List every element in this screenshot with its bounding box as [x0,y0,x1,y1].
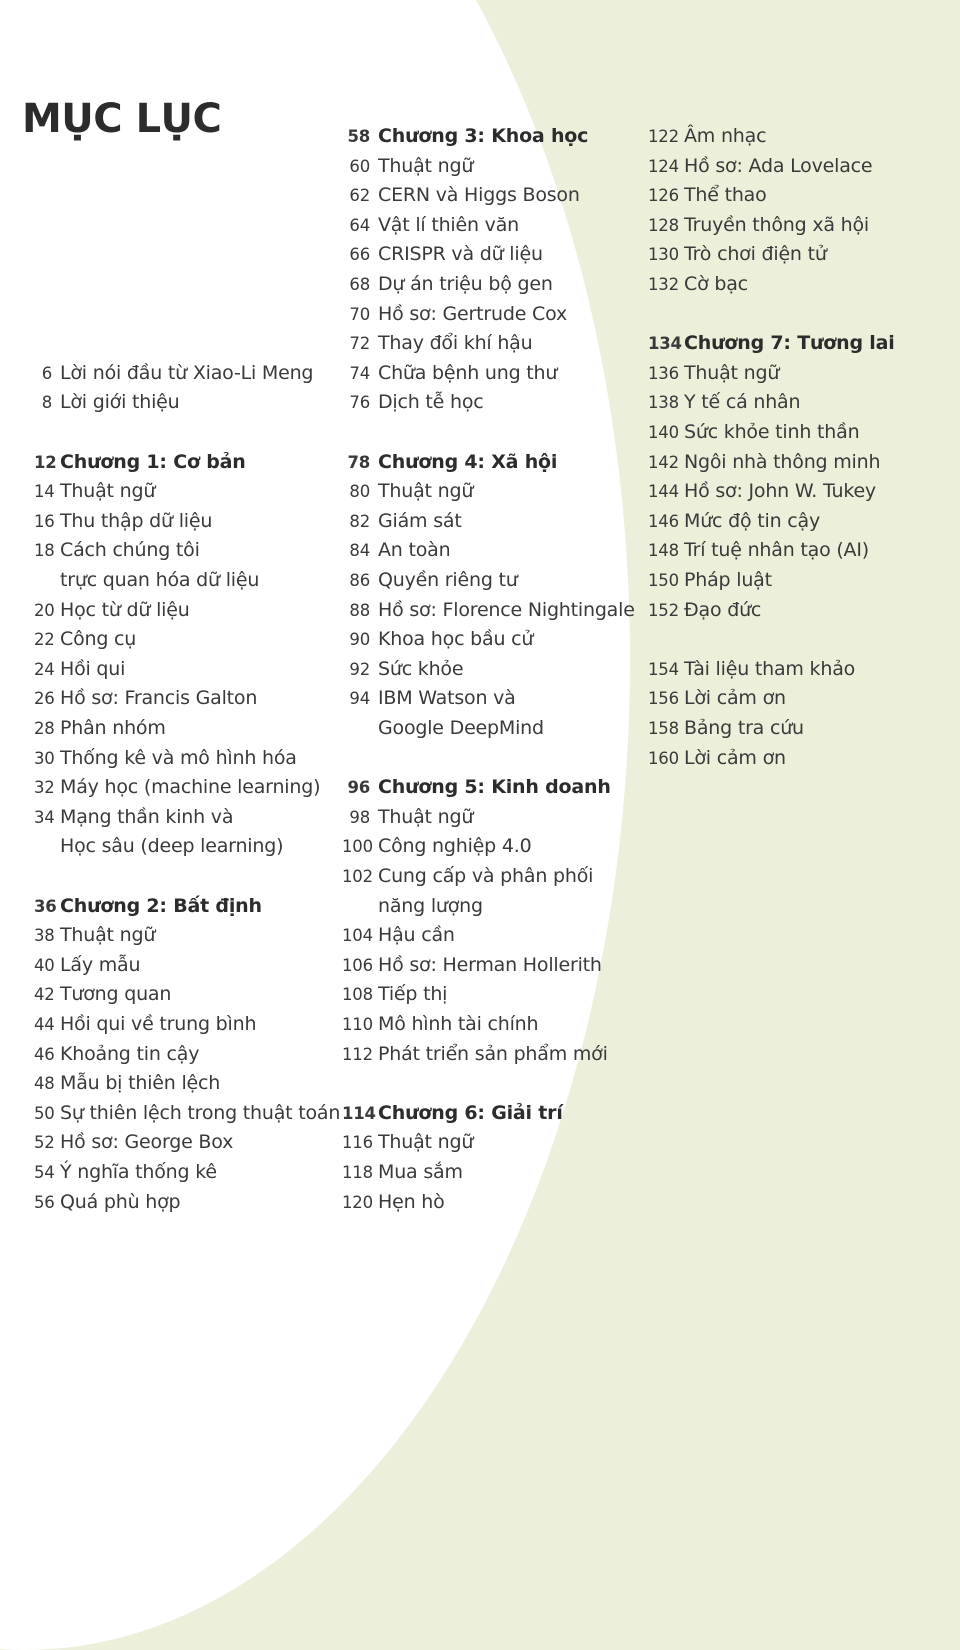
toc-entry-label: Phát triển sản phẩm mới [378,1042,608,1065]
toc-page-number: 112 [342,1044,373,1064]
toc-page-number: 136 [648,363,679,383]
toc-entry [342,154,473,179]
toc-entry [342,953,602,978]
toc-entry-label: trực quan hóa dữ liệu [60,569,260,591]
toc-entry-label: Thuật ngữ [378,805,474,828]
toc-page-number: 154 [648,659,679,679]
toc-entry-label: Thuật ngữ [378,1131,474,1154]
toc-entry [34,1012,256,1037]
toc-entry-label: Chương 6: Giải trí [378,1101,563,1124]
toc-entry-label: Thay đổi khí hậu [378,332,533,355]
toc-page-number: 86 [349,571,370,590]
toc-page-number: 114 [342,1103,376,1123]
toc-entry-label: Lời cảm ơn [684,687,786,710]
toc-page-number: 84 [349,541,370,561]
toc-entry [34,479,155,504]
toc-entry [34,1160,217,1185]
toc-entry-label: Phân nhóm [60,717,166,739]
toc-page-number: 104 [342,926,373,946]
toc-page-number: 138 [648,393,679,413]
toc-entry [342,509,462,534]
toc-entry [34,982,171,1007]
toc-entry [648,154,872,179]
toc-page-number: 118 [342,1163,373,1182]
toc-entry [34,805,233,830]
toc-entry-label: Sức khỏe tinh thần [684,421,860,443]
toc-entry [342,834,531,859]
toc-page-number: 106 [342,955,373,975]
toc-entry-label: Hồ sơ: Gertrude Cox [378,302,567,325]
toc-entry [342,923,455,948]
toc-entry-label: Mẫu bị thiên lệch [60,1072,221,1095]
toc-entry [648,450,880,475]
toc-entry [34,538,200,563]
toc-page-number: 92 [349,659,370,679]
toc-entry-label: Dịch tễ học [378,391,484,414]
toc-entry [34,716,166,741]
toc-entry-label: Hồ sơ: Herman Hollerith [378,953,602,976]
page-title: MỤC LỤC [22,96,222,142]
toc-page-number: 44 [34,1015,55,1034]
toc-page-number: 124 [648,156,679,176]
toc-entry [34,953,140,978]
toc-page-number: 156 [648,689,679,709]
toc-entry-label: Tương quan [60,983,172,1006]
toc-chapter-heading [342,450,557,475]
toc-entry [342,361,557,386]
toc-entry [342,864,593,889]
toc-page-number: 102 [342,867,373,886]
toc-entry-label: Thuật ngữ [378,154,474,177]
toc-page-number: 64 [349,215,370,235]
toc-page-number: 120 [342,1192,373,1212]
toc-entry-label: Cờ bạc [684,273,748,295]
toc-page-number: 122 [648,127,679,146]
toc-entry [342,805,473,830]
toc-entry-label: Công cụ [60,628,137,651]
toc-entry-label: Y tế cá nhân [684,391,801,414]
toc-entry-label: Chương 5: Kinh doanh [378,776,611,799]
toc-entry-label: Hồ sơ: Ada Lovelace [684,154,873,177]
toc-entry-label: Tiếp thị [378,983,448,1006]
toc-page-number: 152 [648,600,679,620]
toc-entry [342,242,543,267]
toc-page-number: 34 [34,807,55,827]
toc-page-number: 70 [349,304,370,324]
toc-entry-label: Chương 2: Bất định [60,894,262,917]
toc-entry-label: Chương 3: Khoa học [378,125,589,147]
toc-page-number: 12 [34,452,57,472]
toc-entry-label: Hồ sơ: George Box [60,1131,234,1154]
toc-entry [648,361,779,386]
toc-entry [342,1042,608,1067]
toc-entry [342,213,519,238]
toc-page-number: 126 [648,186,679,206]
toc-page-number: 72 [349,334,370,354]
toc-entry-label: Máy học (machine learning) [60,776,321,799]
toc-entry-label: Thể thao [684,184,767,207]
toc-entry-label: Hồi qui về trung bình [60,1013,257,1035]
toc-entry-label: Quá phù hợp [60,1190,181,1213]
toc-entry [648,479,876,504]
toc-page-number: 52 [34,1133,55,1153]
toc-entry [342,598,635,623]
toc-page-number: 30 [34,748,55,768]
toc-entry-label: Trò chơi điện tử [684,243,827,266]
toc-entry-label: Cách chúng tôi [60,539,200,562]
toc-entry [342,627,533,652]
toc-entry-label: Học từ dữ liệu [60,598,190,621]
toc-entry-label: An toàn [378,539,451,562]
toc-page-number: 74 [349,363,370,383]
toc-entry-label: Thu thập dữ liệu [60,509,213,532]
toc-page-number: 68 [349,275,370,294]
toc-entry-label: Pháp luật [684,569,772,591]
toc-entry-label: Hẹn hò [378,1190,445,1213]
toc-entry-label: Truyền thông xã hội [684,213,870,236]
toc-entry-label: IBM Watson và [378,687,516,710]
toc-page-number: 38 [34,926,55,946]
toc-page-number: 144 [648,482,679,502]
toc-entry [648,213,869,238]
toc-page-number: 16 [34,511,55,531]
toc-page-number: 132 [648,275,679,294]
toc-page-number: 80 [349,482,370,502]
toc-page-number: 82 [349,511,370,531]
toc-entry-label: Dự án triệu bộ gen [378,273,553,295]
toc-entry [34,390,180,415]
toc-entry [648,538,869,563]
toc-entry-label: Khoảng tin cậy [60,1042,200,1065]
toc-entry-label: CERN và Higgs Boson [378,184,580,207]
toc-entry [648,242,827,267]
toc-entry [34,834,283,858]
toc-page-number: 22 [34,630,55,650]
toc-entry [648,686,786,711]
toc-page-number: 150 [648,571,679,590]
toc-entry-label: Lấy mẫu [60,953,141,976]
toc-entry-label: Sự thiên lệch trong thuật toán [60,1101,341,1124]
toc-entry-label: Chương 7: Tương lai [684,332,895,355]
toc-entry [342,479,473,504]
toc-entry [648,272,748,297]
toc-entry [34,1071,220,1096]
toc-entry-label: Thuật ngữ [378,480,474,503]
toc-entry [648,509,820,534]
toc-entry [34,775,320,800]
toc-entry [34,568,259,592]
toc-entry-label: Bảng tra cứu [684,717,804,739]
toc-page-number: 18 [34,541,55,561]
toc-entry [34,1042,199,1067]
toc-entry [342,302,567,327]
toc-page-number: 140 [648,423,679,442]
toc-entry [34,627,136,652]
toc-page-number: 6 [41,363,52,383]
toc-entry-label: Thống kê và mô hình hóa [60,746,297,769]
toc-entry-label: Thuật ngữ [60,924,156,947]
toc-page-number: 88 [349,600,370,620]
toc-entry-label: Giám sát [378,509,462,532]
toc-entry [342,1160,463,1185]
toc-page-number: 8 [41,393,52,413]
toc-entry-label: Công nghiệp 4.0 [378,835,532,858]
toc-entry-label: Ý nghĩa thống kê [60,1161,217,1183]
toc-page-number: 20 [34,600,55,620]
toc-entry-label: Thuật ngữ [60,480,156,503]
toc-page-number: 32 [34,778,55,798]
toc-page-number: 62 [349,186,370,206]
toc-page-number: 158 [648,719,679,738]
toc-entry [34,509,212,534]
toc-entry-label: Học sâu (deep learning) [60,835,284,858]
toc-page-number: 94 [349,689,370,709]
toc-page-number: 96 [347,778,370,798]
toc-entry [342,538,450,563]
toc-page-number: 148 [648,541,679,561]
toc-entry-label: Mua sắm [378,1161,463,1183]
toc-entry [648,746,786,771]
toc-chapter-heading [342,775,611,800]
toc-entry [342,1130,473,1155]
toc-page-number: 76 [349,393,370,413]
toc-entry [342,568,518,593]
toc-chapter-heading [342,124,588,149]
toc-page-number: 146 [648,511,679,531]
toc-entry [34,598,190,623]
toc-page-number: 142 [648,452,679,472]
toc-entry-label: Mức độ tin cậy [684,509,820,532]
toc-page-number: 134 [648,334,682,354]
toc-entry [342,390,484,415]
toc-entry [342,331,532,356]
toc-entry [342,1190,445,1215]
toc-page-number: 98 [349,807,370,827]
toc-entry [342,716,544,740]
toc-page-number: 36 [34,896,57,916]
toc-entry-label: Hồ sơ: Francis Galton [60,687,258,710]
toc-entry-label: Chữa bệnh ung thư [378,361,558,384]
toc-entry-label: Trí tuệ nhân tạo (AI) [684,539,869,562]
toc-entry-label: Chương 1: Cơ bản [60,450,246,473]
toc-entry [34,923,155,948]
toc-entry-label: Lời nói đầu từ Xiao-Li Meng [60,361,314,384]
toc-entry [34,746,297,771]
toc-entry-label: Lời giới thiệu [60,391,180,414]
toc-entry [342,183,580,208]
toc-page-number: 108 [342,985,373,1005]
toc-entry-label: Quyền riêng tư [378,569,518,591]
toc-entry-label: CRISPR và dữ liệu [378,243,543,266]
toc-chapter-heading [34,450,246,475]
toc-page-number: 54 [34,1163,55,1182]
toc-page-number: 14 [34,482,55,502]
toc-entry [648,568,772,593]
toc-page-number: 24 [34,659,55,679]
toc-page-number: 42 [34,985,55,1005]
toc-page-number: 128 [648,215,679,235]
toc-entry [342,657,463,682]
toc-entry [34,1190,180,1215]
toc-entry [34,1130,233,1155]
toc-entry-label: Mạng thần kinh và [60,805,234,828]
toc-entry-label: Tài liệu tham khảo [684,657,856,680]
toc-page-number: 78 [347,452,370,472]
toc-page-number: 130 [648,245,679,265]
toc-entry [648,657,855,682]
toc-entry-label: Khoa học bầu cử [378,628,534,651]
toc-entry [342,272,553,297]
toc-entry-label: Sức khỏe [378,657,464,680]
toc-entry [342,686,516,711]
toc-entry [342,894,483,918]
toc-page-number: 66 [349,245,370,265]
toc-entry [648,716,804,741]
toc-page-number: 60 [349,156,370,176]
toc-entry [342,1012,538,1037]
toc-page-number: 48 [34,1074,55,1094]
toc-page-number: 40 [34,955,55,975]
toc-entry-label: Hồi qui [60,657,126,680]
toc-page-number: 46 [34,1044,55,1064]
toc-entry-label: Mô hình tài chính [378,1013,539,1035]
toc-page-number: 160 [648,748,679,768]
toc-chapter-heading [34,894,262,919]
toc-entry [34,686,257,711]
toc-entry [648,420,859,445]
toc-chapter-heading [648,331,895,356]
toc-entry-label: Đạo đức [684,598,762,621]
toc-entry [34,361,313,386]
toc-entry [648,390,800,415]
toc-entry-label: năng lượng [378,894,483,917]
toc-entry [648,183,767,208]
toc-page-number: 110 [342,1015,373,1034]
toc-page-number: 100 [342,837,373,857]
toc-entry-label: Âm nhạc [684,125,767,147]
toc-page-number: 26 [34,689,55,709]
toc-entry-label: Thuật ngữ [684,361,780,384]
toc-page-number: 28 [34,719,55,738]
toc-chapter-heading [342,1101,563,1126]
toc-page-number: 116 [342,1133,373,1153]
toc-page-number: 90 [349,630,370,650]
toc-entry-label: Lời cảm ơn [684,746,786,769]
toc-page-number: 58 [347,127,370,146]
toc-entry [648,598,761,623]
toc-entry-label: Chương 4: Xã hội [378,450,558,473]
toc-entry-label: Cung cấp và phân phối [378,865,594,887]
toc-entry-label: Ngôi nhà thông minh [684,450,881,473]
toc-entry-label: Hậu cần [378,924,455,947]
toc-entry [34,657,125,682]
toc-entry-label: Vật lí thiên văn [378,213,519,236]
toc-entry [648,124,766,149]
toc-entry-label: Hồ sơ: Florence Nightingale [378,598,635,621]
toc-entry-label: Hồ sơ: John W. Tukey [684,480,876,503]
toc-page-number: 50 [34,1103,55,1123]
toc-page-number: 56 [34,1192,55,1212]
toc-entry-label: Google DeepMind [378,717,544,739]
toc-entry [342,982,447,1007]
toc-entry [34,1101,340,1126]
